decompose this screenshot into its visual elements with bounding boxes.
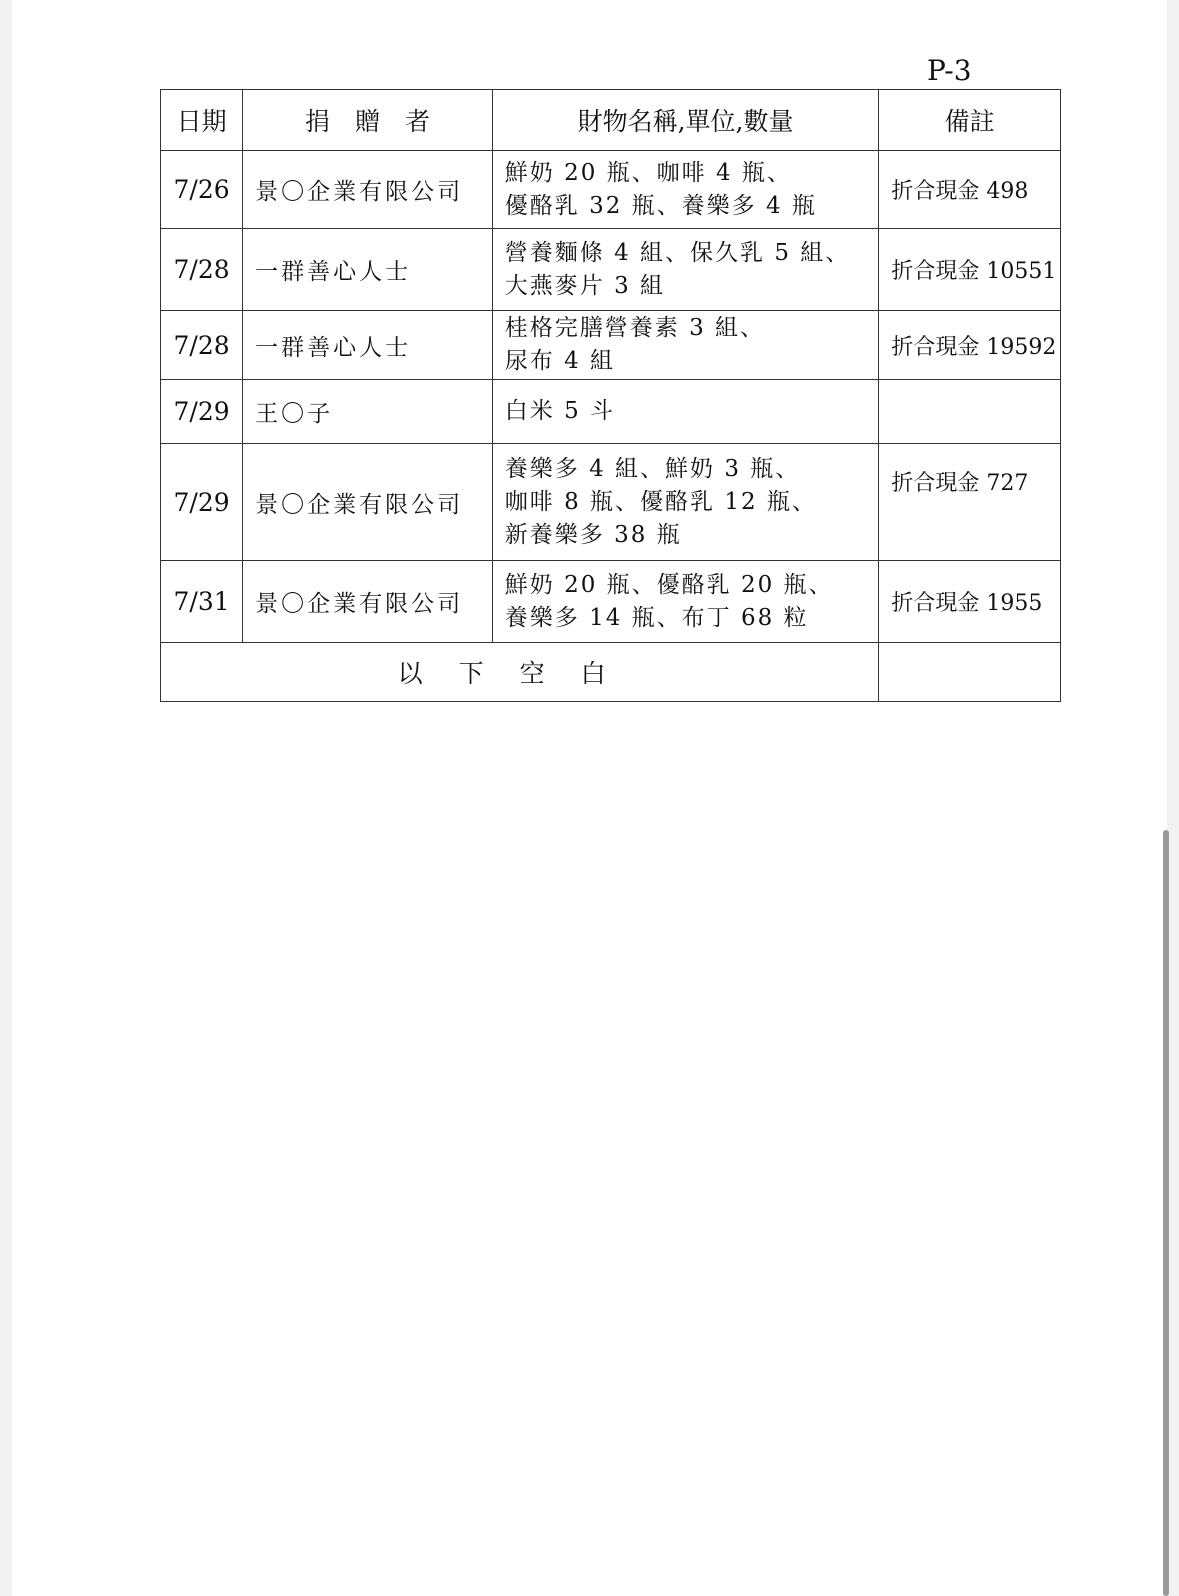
item-line: 養樂多 4 組、鮮奶 3 瓶、 — [504, 455, 801, 482]
item-line: 養樂多 14 瓶、布丁 68 粒 — [504, 604, 809, 631]
cell-date: 7/28 — [161, 229, 243, 311]
cell-items — [492, 151, 879, 229]
table-header-row — [161, 90, 1061, 151]
cell-note: 折合現金 10551 — [879, 229, 1061, 311]
donation-table — [160, 89, 1061, 702]
cell-items — [492, 311, 879, 380]
table-row — [161, 380, 1061, 444]
cell-note: 折合現金 1955 — [879, 561, 1061, 643]
cell-donor: 一群善心人士 — [243, 229, 493, 311]
header-donor: 捐 贈 者 — [243, 90, 493, 151]
item-line: 大燕麥片 3 組 — [504, 272, 666, 299]
item-line: 尿布 4 組 — [504, 348, 616, 374]
item-line: 新養樂多 38 瓶 — [504, 521, 682, 548]
item-line: 優酪乳 32 瓶、養樂多 4 瓶 — [504, 192, 817, 219]
cell-date: 7/26 — [161, 151, 243, 229]
page-number: P-3 — [927, 54, 972, 87]
blank-below-notice: 以下空白 — [161, 643, 879, 702]
item-line: 營養麵條 4 組、保久乳 5 組、 — [504, 239, 851, 266]
header-items: 財物名稱,單位,數量 — [492, 90, 879, 151]
item-line: 白米 5 斗 — [504, 398, 616, 424]
table-row — [161, 151, 1061, 229]
cell-donor: 景〇企業有限公司 — [243, 561, 493, 643]
cell-items — [492, 229, 879, 311]
cell-date: 7/29 — [161, 380, 243, 444]
cell-items — [492, 561, 879, 643]
cell-note: 折合現金 19592 — [879, 311, 1061, 380]
header-date: 日期 — [161, 90, 243, 151]
table-row — [161, 444, 1061, 561]
cell-donor: 王〇子 — [243, 380, 493, 444]
table-footer-row — [161, 643, 1061, 702]
cell-note: 折合現金 498 — [879, 151, 1061, 229]
header-note: 備註 — [879, 90, 1061, 151]
cell-donor: 景〇企業有限公司 — [243, 444, 493, 561]
item-line: 桂格完膳營養素 3 組、 — [504, 315, 766, 341]
cell-donor: 一群善心人士 — [243, 311, 493, 380]
table-row — [161, 229, 1061, 311]
cell-note-empty — [879, 643, 1061, 702]
scrollbar-thumb[interactable] — [1163, 830, 1169, 1596]
cell-note: 折合現金 727 — [879, 444, 1061, 561]
cell-items — [492, 380, 879, 444]
cell-note — [879, 380, 1061, 444]
cell-items — [492, 444, 879, 561]
table-row — [161, 311, 1061, 380]
item-line: 鮮奶 20 瓶、優酪乳 20 瓶、 — [504, 571, 834, 598]
item-line: 咖啡 8 瓶、優酪乳 12 瓶、 — [504, 488, 817, 515]
table-row — [161, 561, 1061, 643]
cell-donor: 景〇企業有限公司 — [243, 151, 493, 229]
item-line: 鮮奶 20 瓶、咖啡 4 瓶、 — [504, 159, 792, 186]
cell-date: 7/31 — [161, 561, 243, 643]
cell-date: 7/28 — [161, 311, 243, 380]
cell-date: 7/29 — [161, 444, 243, 561]
